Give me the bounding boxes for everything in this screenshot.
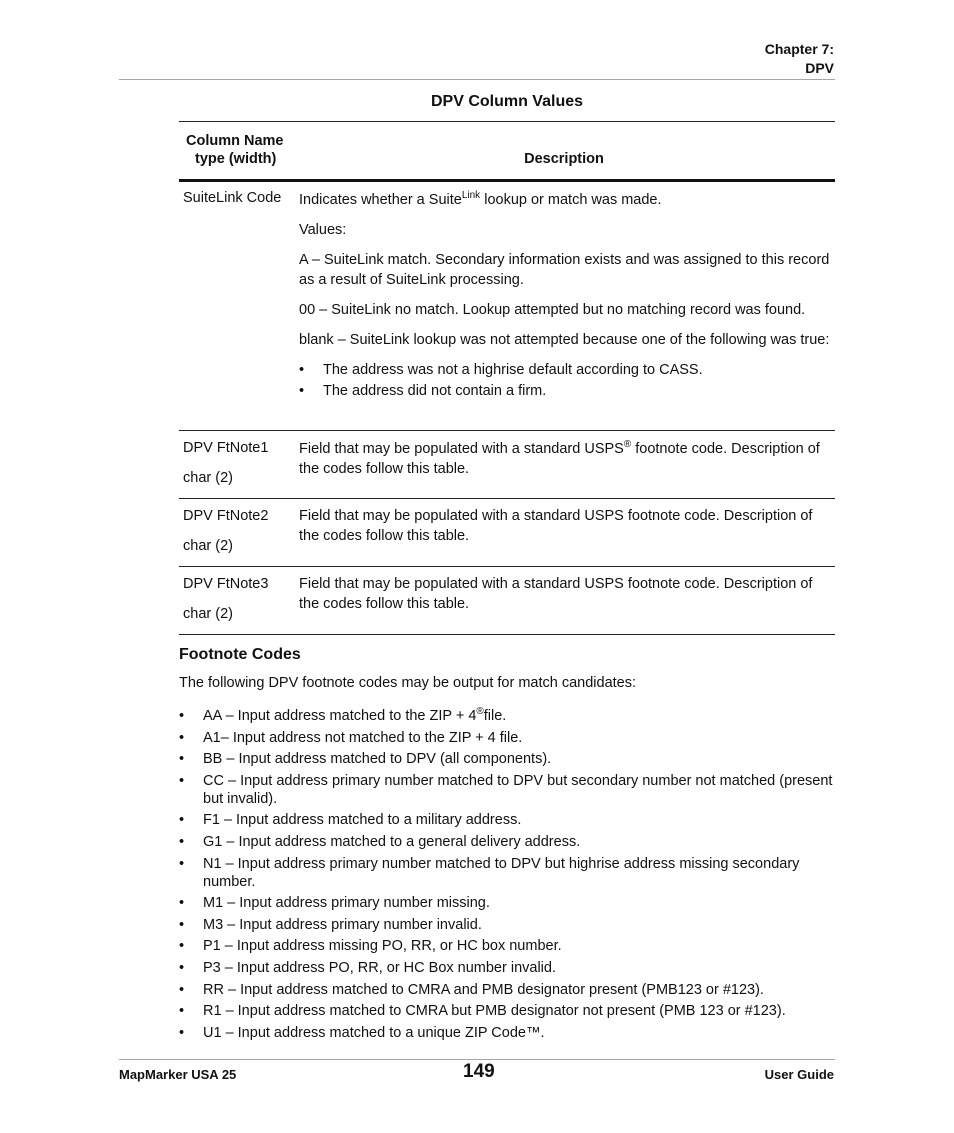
description-header: Description <box>524 151 604 167</box>
footer-product: MapMarker USA 25 <box>119 1067 237 1082</box>
footer-doc-title: User Guide <box>764 1067 834 1082</box>
suitelink-value-a: A – SuiteLink match. Secondary information exists and was assigned to this record as a result of SuiteLink processing. <box>299 252 830 288</box>
table-header-row <box>179 122 835 181</box>
ftnote3-type: char (2) <box>183 606 233 622</box>
section-label: DPV <box>805 60 834 76</box>
suitelink-value-00: 00 – SuiteLink no match. Lookup attempted but no matching record was found. <box>299 302 806 318</box>
list-item: • The address was not a highrise default according to CASS. <box>299 360 835 381</box>
column-name-header-line2: type (width) <box>195 151 277 167</box>
ftnote3-name: DPV FtNote3 <box>183 576 269 592</box>
suitelink-value-blank: blank – SuiteLink lookup was not attempted because one of the following was true: <box>299 332 830 348</box>
ftnote2-name: DPV FtNote2 <box>183 508 269 524</box>
list-item: • U1 – Input address matched to a unique ZIP Code™. <box>179 1024 835 1042</box>
list-item: • P1 – Input address missing PO, RR, or HC box number. <box>179 937 835 955</box>
column-name-header <box>179 122 293 181</box>
ftnote1-desc: Field that may be populated with a standard USPS® footnote code. Description of the codes follow this table. <box>299 439 820 477</box>
ftnote1-type: char (2) <box>183 470 233 486</box>
dpv-column-table <box>179 121 835 635</box>
table-row-ftnote2 <box>179 499 835 567</box>
list-item: • R1 – Input address matched to CMRA but PMB designator not present (PMB 123 or #123). <box>179 1002 835 1020</box>
header-rule <box>119 79 835 80</box>
list-item: • A1– Input address not matched to the ZIP + 4 file. <box>179 729 835 747</box>
list-item: • AA – Input address matched to the ZIP + 4®file. <box>179 707 835 725</box>
list-item: • RR – Input address matched to CMRA and PMB designator present (PMB123 or #123). <box>179 981 835 999</box>
list-item: • N1 – Input address primary number matched to DPV but highrise address missing secondary number. <box>179 855 835 891</box>
ftnote3-desc: Field that may be populated with a standard USPS footnote code. Description of the codes follow this table. <box>299 576 813 612</box>
suitelink-intro: Indicates whether a Suite$^{Link}$ lookup or match was made. <box>299 190 662 208</box>
footnote-code-list <box>179 707 835 1045</box>
list-item: • P3 – Input address PO, RR, or HC Box number invalid. <box>179 959 835 977</box>
page-number: 149 <box>463 1061 495 1082</box>
suitelink-bullets <box>299 360 835 402</box>
list-item: • G1 – Input address matched to a general delivery address. <box>179 833 835 851</box>
column-name-header-line1: Column Name <box>186 133 284 149</box>
suitelink-values-label: Values: <box>299 222 347 238</box>
table-row-ftnote3 <box>179 567 835 635</box>
running-header <box>765 40 834 78</box>
list-item: • CC – Input address primary number matched to DPV but secondary number not matched (present but invalid). <box>179 772 835 808</box>
suitelink-name: SuiteLink Code <box>183 190 282 206</box>
footnote-codes-heading: Footnote Codes <box>179 646 301 663</box>
list-item: • M3 – Input address primary number invalid. <box>179 916 835 934</box>
chapter-label: Chapter 7: <box>764 41 834 57</box>
footer-rule <box>119 1059 835 1060</box>
ftnote2-desc: Field that may be populated with a standard USPS footnote code. Description of the codes follow this table. <box>299 508 813 544</box>
list-item: • BB – Input address matched to DPV (all components). <box>179 750 835 768</box>
table-title: DPV Column Values <box>430 93 584 110</box>
list-item: • The address did not contain a firm. <box>299 381 835 402</box>
list-item: • F1 – Input address matched to a military address. <box>179 811 835 829</box>
ftnote2-type: char (2) <box>183 538 233 554</box>
ftnote1-name: DPV FtNote1 <box>183 440 269 456</box>
table-row-ftnote1 <box>179 431 835 499</box>
table-row-suitelink <box>179 181 835 431</box>
list-item: • M1 – Input address primary number missing. <box>179 894 835 912</box>
footnote-codes-intro: The following DPV footnote codes may be output for match candidates: <box>179 675 637 691</box>
